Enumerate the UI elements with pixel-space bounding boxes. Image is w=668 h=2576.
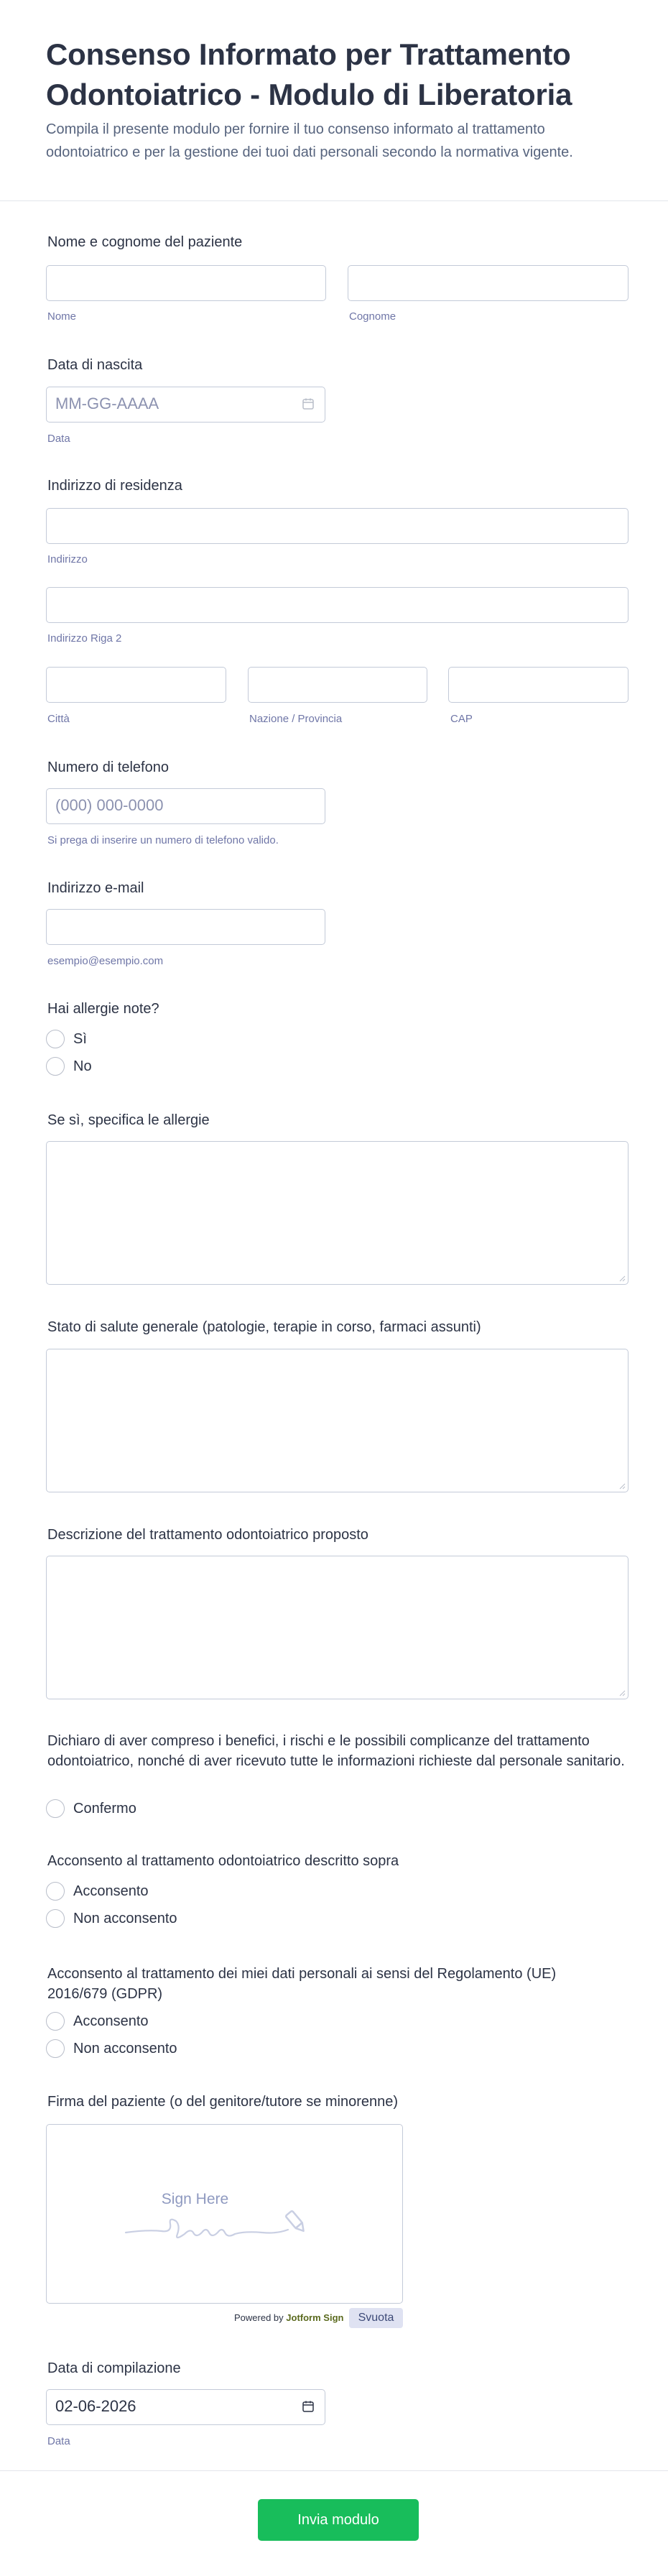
name-label: Nome e cognome del paziente [47,234,243,250]
address-line1-sublabel: Indirizzo [47,553,88,565]
allergies-detail-textarea[interactable] [46,1141,628,1285]
consent-treatment-label: Acconsento al trattamento odontoiatrico descritto sopra [47,1853,399,1869]
phone-hint: Si prega di inserire un numero di telefono valido. [47,834,279,846]
phone-label: Numero di telefono [47,760,169,775]
phone-input[interactable] [46,788,325,824]
radio-button[interactable] [46,2039,65,2058]
zip-input[interactable] [448,667,628,703]
treatment-textarea[interactable] [46,1556,628,1699]
consent-treatment-option-no[interactable] [46,1909,177,1928]
allergies-option-no[interactable] [46,1057,92,1076]
birth-date-label: Data di nascita [47,357,143,373]
signature-label: Firma del paziente (o del genitore/tutore se minorenne) [47,2094,399,2110]
form-title: Consenso Informato per Trattamento Odontoiatrico - Modulo di Liberatoria [46,37,572,111]
zip-sublabel: CAP [450,713,473,725]
allergies-detail-label: Se sì, specifica le allergie [47,1112,210,1128]
fill-date-value: 02-06-2026 [55,2397,136,2415]
radio-button[interactable] [46,1799,65,1818]
city-input[interactable] [46,667,226,703]
address-label: Indirizzo di residenza [47,478,182,494]
radio-label: Confermo [73,1801,136,1816]
allergies-label: Hai allergie note? [47,1001,159,1017]
form-header [0,0,668,201]
last-name-sublabel: Cognome [349,310,396,323]
radio-label: No [73,1058,92,1074]
declaration-option-confirm[interactable] [46,1799,136,1818]
treatment-label: Descrizione del trattamento odontoiatrico proposto [47,1527,368,1543]
powered-brand: Jotform Sign [286,2312,344,2323]
address-line2-input[interactable] [46,587,628,623]
form-subtitle: Compila il presente modulo per fornire il tuo consenso informato al trattamento odontoiatrico e per la gestione dei tuoi dati personali secondo la normativa vigente. [46,121,573,160]
resize-handle-icon[interactable] [618,1275,626,1282]
state-input[interactable] [248,667,427,703]
consent-gdpr-option-yes[interactable] [46,2012,149,2031]
radio-label: Acconsento [73,1883,149,1899]
fill-date-sublabel: Data [47,2435,70,2447]
first-name-sublabel: Nome [47,310,77,323]
birth-date-sublabel: Data [47,433,70,445]
email-label: Indirizzo e-mail [47,880,144,896]
birth-date-placeholder: MM-GG-AAAA [55,394,159,412]
calendar-icon[interactable] [302,2400,315,2413]
health-textarea[interactable] [46,1349,628,1492]
radio-label: Acconsento [73,2013,149,2029]
submit-button[interactable]: Invia modulo [258,2499,419,2541]
radio-button[interactable] [46,2012,65,2031]
declaration-label: Dichiaro di aver compreso i benefici, i rischi e le possibili complicanze del trattamento odontoiatrico, nonché di aver ricevuto tutte le informazioni richieste dal personale sanitario. [47,1733,625,1769]
radio-label: Non acconsento [73,1911,177,1926]
fill-date-input[interactable] [46,2389,325,2425]
radio-label: Sì [73,1031,87,1047]
phone-placeholder: (000) 000-0000 [55,796,164,814]
address-line1-input[interactable] [46,508,628,544]
consent-gdpr-label: Acconsento al trattamento dei miei dati personali ai sensi del Regolamento (UE) 2016/679 (GDPR) [47,1966,557,2002]
radio-button[interactable] [46,1882,65,1901]
radio-button[interactable] [46,1030,65,1048]
powered-by [234,2312,343,2323]
radio-button[interactable] [46,1909,65,1928]
calendar-icon[interactable] [302,397,315,410]
clear-signature-button[interactable]: Svuota [349,2308,403,2328]
last-name-input[interactable] [348,265,628,301]
first-name-input[interactable] [46,265,326,301]
footer-divider [0,2470,668,2471]
radio-button[interactable] [46,1057,65,1076]
resize-handle-icon[interactable] [618,1689,626,1696]
signature-placeholder: Sign Here [161,2191,229,2207]
state-sublabel: Nazione / Provincia [249,713,343,725]
email-input[interactable] [46,909,325,945]
powered-prefix: Powered by [234,2312,284,2323]
birth-date-input[interactable] [46,387,325,423]
city-sublabel: Città [47,713,70,725]
radio-label: Non acconsento [73,2041,177,2056]
fill-date-label: Data di compilazione [47,2360,181,2376]
allergies-option-yes[interactable] [46,1030,87,1048]
email-hint: esempio@esempio.com [47,955,164,967]
consent-gdpr-option-no[interactable] [46,2039,177,2058]
health-label: Stato di salute generale (patologie, terapie in corso, farmaci assunti) [47,1319,481,1335]
resize-handle-icon[interactable] [618,1482,626,1490]
address-line2-sublabel: Indirizzo Riga 2 [47,632,122,645]
consent-treatment-option-yes[interactable] [46,1882,149,1901]
signature-pad[interactable] [46,2124,403,2304]
